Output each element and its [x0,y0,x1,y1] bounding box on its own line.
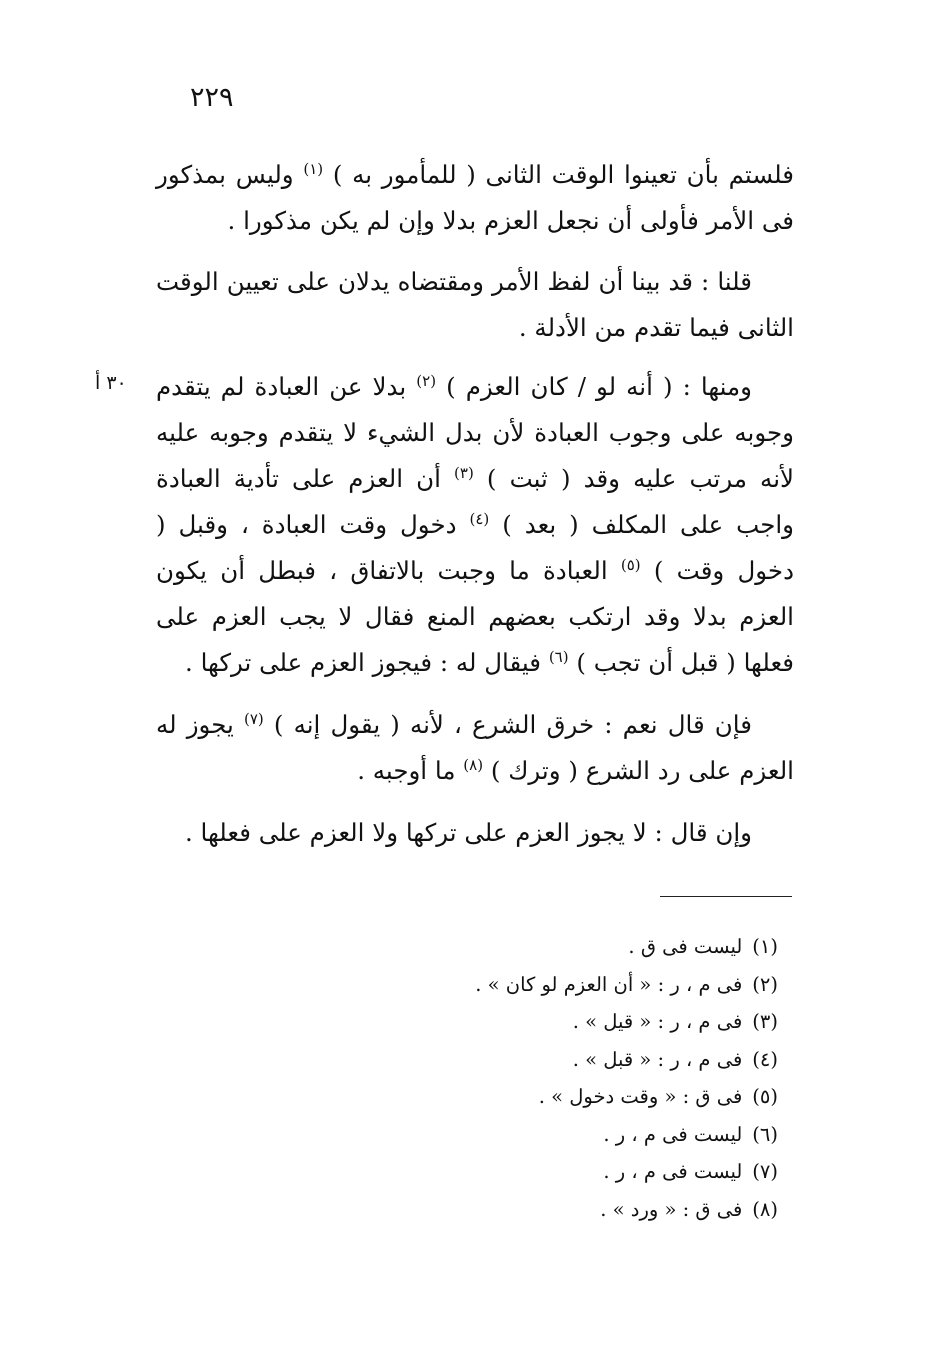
paragraph-text: قلنا : قد بينا أن لفظ الأمر ومقتضاه يدلان على تعيين الوقت الثانى فيما تقدم من الأدلة . [156,267,794,342]
footnote-item [218,1003,778,1041]
footnote-text: ليست فى م ، ر . [603,1160,743,1183]
paragraph-text: فيقال له : فيجوز العزم على تركها . [185,648,549,677]
footnote-number: (٢) [752,972,778,996]
paragraph-text: وليس بمذكور فى الأمر فأولى أن نجعل العزم بدلا وإن لم يكن مذكورا . [156,160,794,235]
footnote-ref: (٦) [548,648,569,666]
footnote-ref: (٨) [463,756,484,774]
footnote-item [218,966,778,1004]
footnote-item [218,1191,778,1229]
page-number: ٢٢٩ [190,82,234,113]
paragraph-1 [156,152,794,244]
paragraph-text: يجوز له العزم على رد الشرع ( وترك ) [156,710,794,785]
paragraph-text: بدلا عن العبادة لم يتقدم وجوبه على وجوب العبادة لأن بدل الشيء لا يتقدم وجوبه عليه لأنه مرتب عليه وقد ( ثبت ) [156,372,794,493]
footnote-separator [660,896,792,897]
footnote-text: فى م ، ر : « أن العزم لو كان » . [475,972,743,996]
footnote-item [218,1041,778,1079]
footnotes-list [218,928,778,1228]
paragraph-2 [156,259,794,351]
footnote-item [218,1078,778,1116]
paragraph-text: فلستم بأن تعينوا الوقت الثانى ( للمأمور به ) [323,160,794,189]
footnote-ref: (٤) [469,510,490,528]
paragraph-text: وإن قال : لا يجوز العزم على تركها ولا العزم على فعلها . [184,818,752,847]
paragraph-text: ما أوجبه . [357,756,464,785]
footnote-text: فى ق : « ورد » . [600,1197,743,1221]
footnote-number: (١) [752,935,778,958]
footnote-ref: (٣) [454,464,474,482]
footnote-ref: (٢) [416,372,437,390]
paragraph-5 [156,810,794,856]
footnote-number: (٧) [752,1160,778,1183]
paragraph-text: العبادة ما وجبت بالاتفاق ، فبطل أن يكون العزم بدلا وقد ارتكب بعضهم المنع فقال لا يجب العزم على فعلها ( قبل أن تجب ) [156,556,794,677]
footnote-number: (٣) [752,1010,778,1033]
paragraph-text: دخول وقت العبادة ، وقبل ( دخول وقت ) [156,510,794,585]
footnote-ref: (٧) [243,710,264,728]
footnote-text: فى م ، ر : « قيل » . [572,1010,743,1033]
footnote-item [218,1116,778,1154]
footnote-item [218,1153,778,1191]
footnote-item [218,928,778,966]
footnote-ref: (٥) [620,556,641,574]
footnote-number: (٨) [752,1197,778,1221]
paragraph-text: ومنها : ( أنه لو / كان العزم ) [436,372,752,401]
paragraph-text: فإن قال نعم : خرق الشرع ، لأنه ( يقول إنه ) [263,710,752,739]
footnote-text: ليست فى ق . [628,935,743,958]
footnote-ref: (١) [303,160,324,178]
paragraph-text: أن العزم على تأدية العبادة واجب على المكلف ( بعد ) [156,464,794,539]
footnote-text: فى م ، ر : « قبل » . [572,1047,743,1071]
footnote-text: ليست فى م ، ر . [603,1122,743,1146]
footnote-number: (٦) [752,1122,778,1146]
footnote-number: (٥) [752,1085,778,1108]
footnote-number: (٤) [752,1047,778,1071]
paragraph-3 [156,364,794,686]
margin-note: ٣٠ أ [95,372,127,394]
footnote-text: فى ق : « وقت دخول » . [538,1085,743,1108]
paragraph-4 [156,702,794,794]
